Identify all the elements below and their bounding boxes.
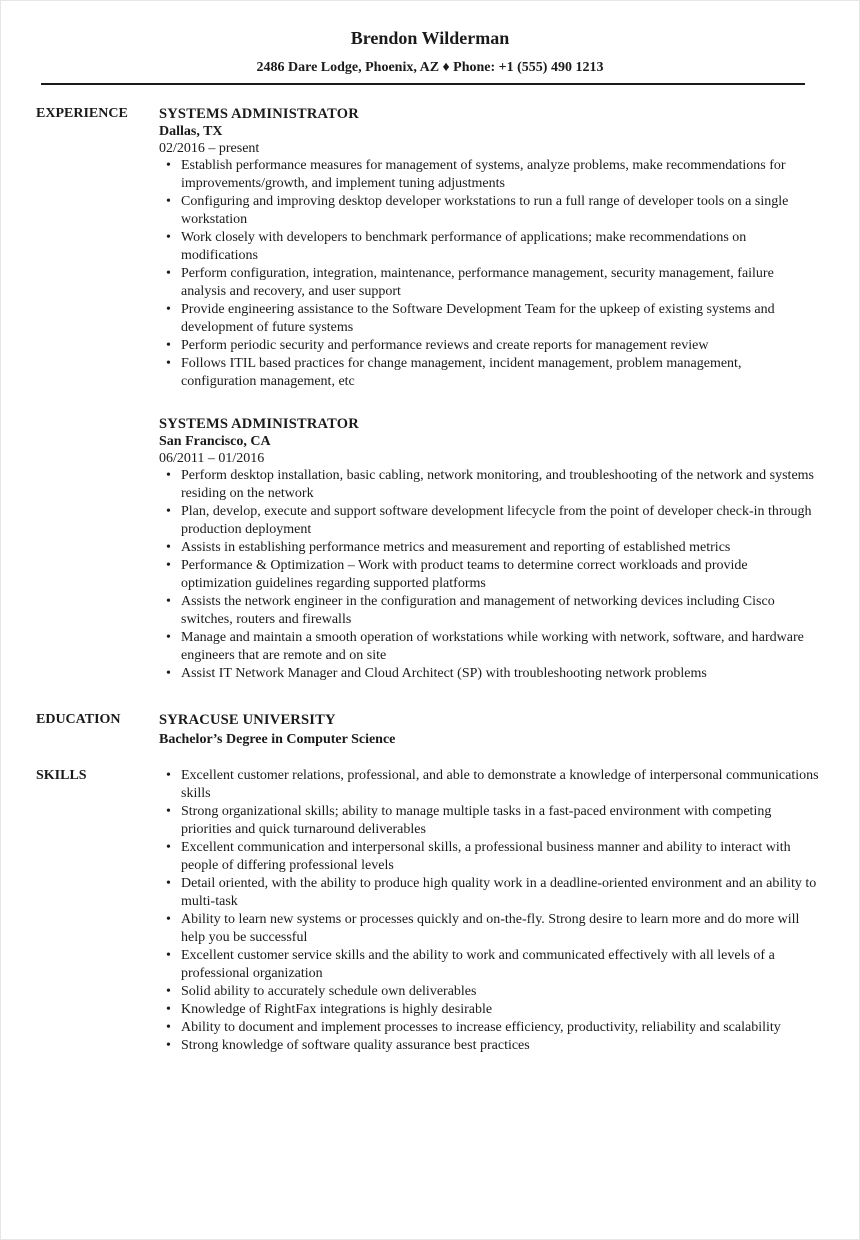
- job-title: SYSTEMS ADMINISTRATOR: [159, 416, 359, 432]
- education-section: [1, 711, 859, 749]
- job-bullet: • Plan, develop, execute and support software development lifecycle from the point of developer check-in through production deployment: [159, 503, 819, 539]
- job-entry: [159, 415, 819, 683]
- section-label-experience: EXPERIENCE: [36, 106, 128, 121]
- job-title: SYSTEMS ADMINISTRATOR: [159, 106, 359, 122]
- job-bullet: • Provide engineering assistance to the Software Development Team for the upkeep of existing systems and development of future systems: [159, 301, 819, 337]
- job-entry: [159, 105, 819, 391]
- job-bullet: • Assist IT Network Manager and Cloud Architect (SP) with troubleshooting network problems: [159, 665, 819, 683]
- section-label-skills: SKILLS: [36, 768, 87, 783]
- skill-item: • Ability to learn new systems or processes quickly and on-the-fly. Strong desire to learn more and do more will help you be successful: [159, 911, 819, 947]
- job-bullet: • Manage and maintain a smooth operation of workstations while working with network, software, and hardware engineers that are remote and on site: [159, 629, 819, 665]
- resume-header: [1, 1, 859, 77]
- job-bullet: • Perform desktop installation, basic cabling, network monitoring, and troubleshooting of the network and systems residing on the network: [159, 467, 819, 503]
- job-bullet: • Assists in establishing performance metrics and measurement and reporting of established metrics: [159, 539, 819, 557]
- job-bullet: • Perform periodic security and performance reviews and create reports for management review: [159, 337, 819, 355]
- section-label-education: EDUCATION: [36, 712, 121, 727]
- skill-item: • Strong knowledge of software quality assurance best practices: [159, 1037, 819, 1055]
- job-bullet: • Follows ITIL based practices for change management, incident management, problem management, configuration management, etc: [159, 355, 819, 391]
- degree: Bachelor’s Degree in Computer Science: [159, 732, 396, 747]
- skill-item: • Detail oriented, with the ability to produce high quality work in a deadline-oriented environment and an ability to multi-task: [159, 875, 819, 911]
- job-location: Dallas, TX: [159, 124, 223, 139]
- skill-item: • Excellent customer service skills and the ability to work and communicated effectively with all levels of a professional organization: [159, 947, 819, 983]
- job-location: San Francisco, CA: [159, 434, 271, 449]
- job-bullet: • Configuring and improving desktop developer workstations to run a full range of developer tools on a single workstation: [159, 193, 819, 229]
- skill-item: • Excellent communication and interpersonal skills, a professional business manner and ability to interact with people of differing professional levels: [159, 839, 819, 875]
- job-dates: 02/2016 – present: [159, 141, 260, 156]
- school-name: SYRACUSE UNIVERSITY: [159, 712, 336, 728]
- skill-item: • Excellent customer relations, professional, and able to demonstrate a knowledge of interpersonal communications skills: [159, 767, 819, 803]
- skill-item: • Ability to document and implement processes to increase efficiency, productivity, reliability and scalability: [159, 1019, 819, 1037]
- skill-item: • Knowledge of RightFax integrations is highly desirable: [159, 1001, 819, 1019]
- education-body: [159, 711, 859, 749]
- job-bullet-list: [159, 467, 819, 683]
- job-bullet: • Performance & Optimization – Work with product teams to determine correct workloads and provide optimization guidelines regarding supported platforms: [159, 557, 819, 593]
- job-bullet: • Work closely with developers to benchmark performance of applications; make recommendations on modifications: [159, 229, 819, 265]
- skills-list: [159, 767, 819, 1055]
- job-dates: 06/2011 – 01/2016: [159, 451, 265, 466]
- experience-body: [159, 105, 859, 683]
- job-bullet: • Perform configuration, integration, maintenance, performance management, security management, failure analysis and recovery, and user support: [159, 265, 819, 301]
- job-bullet-list: [159, 157, 819, 391]
- header-divider: [41, 83, 805, 85]
- experience-section: [1, 105, 859, 683]
- skill-item: • Solid ability to accurately schedule own deliverables: [159, 983, 819, 1001]
- job-bullet: • Establish performance measures for management of systems, analyze problems, make recommendations for improvements/growth, and implement tuning adjustments: [159, 157, 819, 193]
- skills-section: [1, 767, 859, 1055]
- skills-body: [159, 767, 859, 1055]
- candidate-name: Brendon Wilderman: [350, 28, 510, 48]
- skill-item: • Strong organizational skills; ability to manage multiple tasks in a fast-paced environment with competing priorities and quick turnaround deliverables: [159, 803, 819, 839]
- contact-line: 2486 Dare Lodge, Phoenix, AZ ♦ Phone: +1 (555) 490 1213: [256, 60, 604, 75]
- job-bullet: • Assists the network engineer in the configuration and management of networking devices including Cisco switches, routers and firewalls: [159, 593, 819, 629]
